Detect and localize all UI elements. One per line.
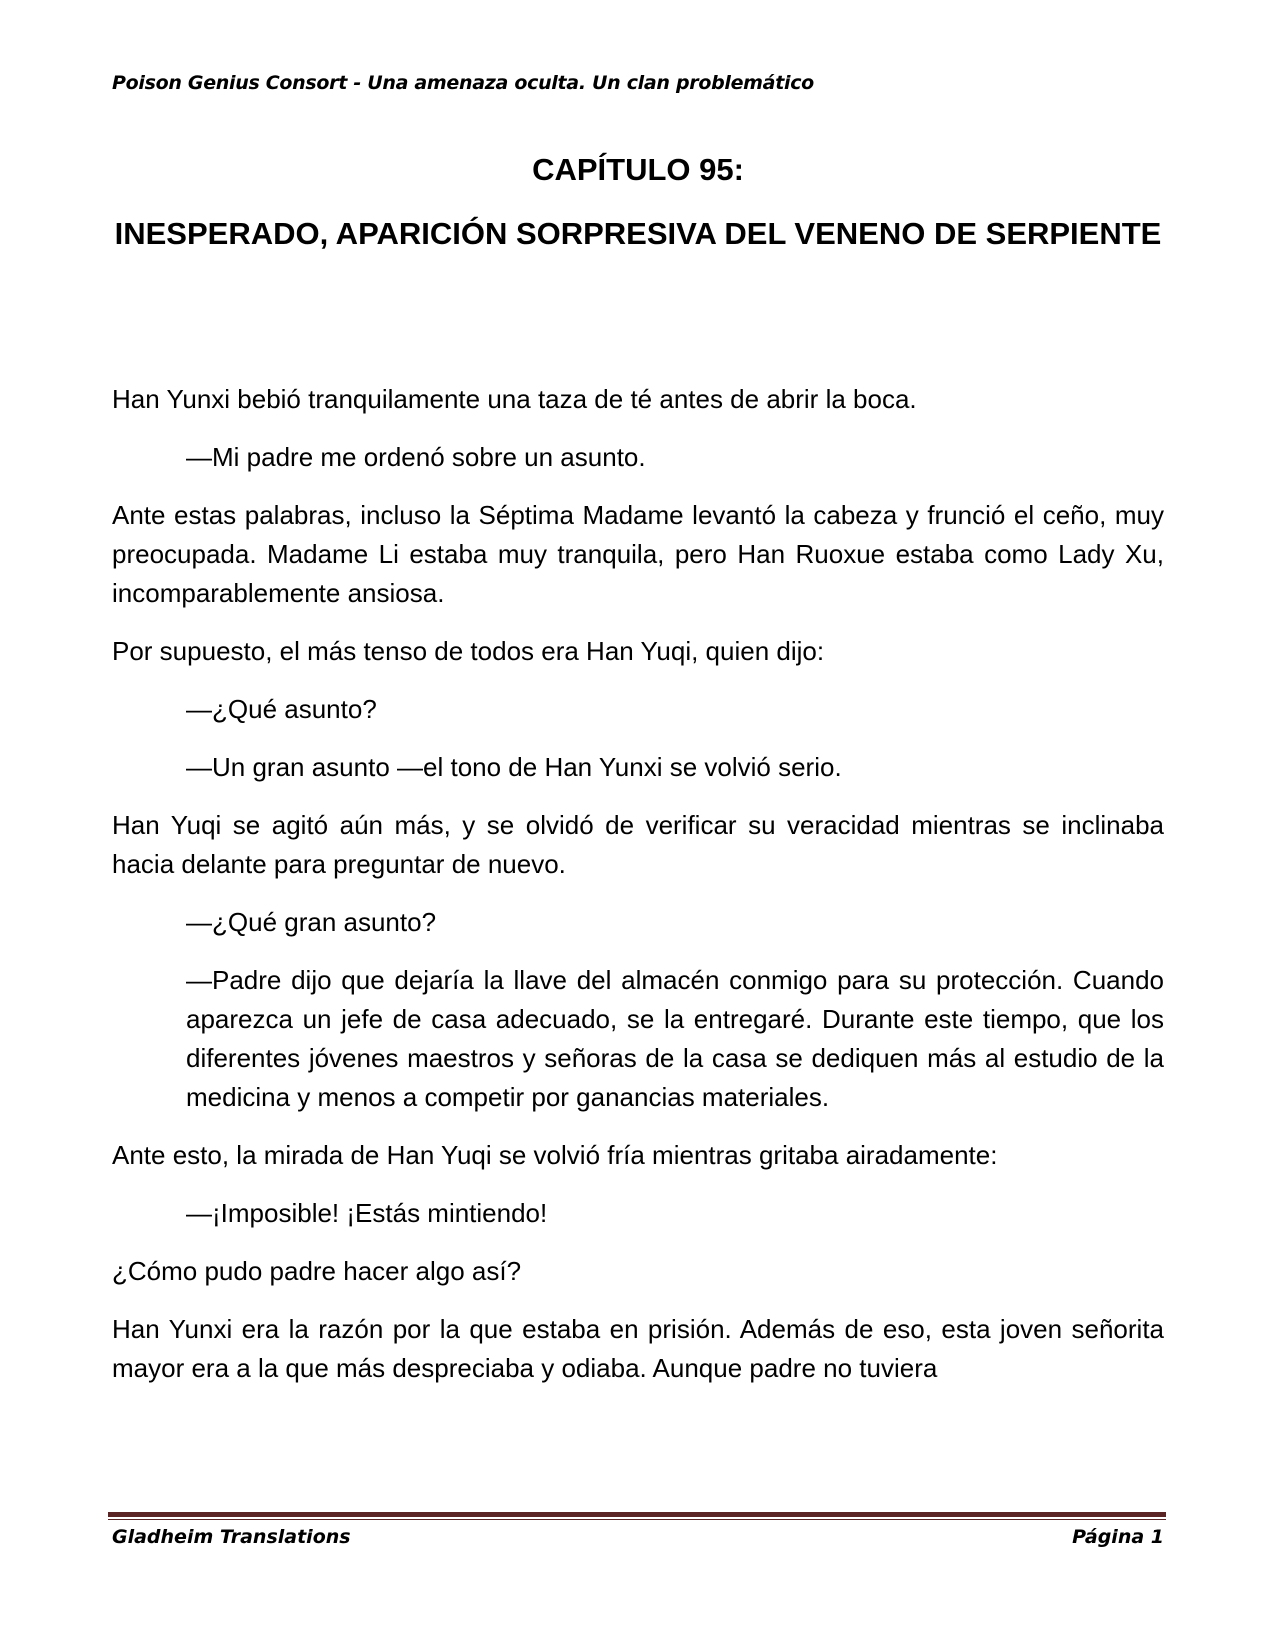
dialogue-line: —Padre dijo que dejaría la llave del almacén conmigo para su protección. Cuando aparezca un jefe de casa adecuado, se la entregaré. Durante este tiempo, que los diferentes jóvenes maestros y señoras de la casa se dediquen más al estudio de la medicina y menos a competir por ganancias materiales. — [186, 965, 1164, 1112]
paragraph: Han Yunxi bebió tranquilamente una taza de té antes de abrir la boca. — [112, 384, 917, 414]
dialogue-line: —Mi padre me ordenó sobre un asunto. — [186, 442, 646, 472]
paragraph: Han Yunxi era la razón por la que estaba en prisión. Además de eso, esta joven señorita mayor era a la que más despreciaba y odiaba. Aunque padre no tuviera — [112, 1314, 1164, 1383]
dialogue-line: —¡Imposible! ¡Estás mintiendo! — [186, 1198, 548, 1228]
footer-divider-thin — [108, 1519, 1166, 1520]
paragraph: Por supuesto, el más tenso de todos era Han Yuqi, quien dijo: — [112, 636, 825, 666]
dialogue-line: —¿Qué asunto? — [186, 694, 377, 724]
page-footer — [112, 1526, 1164, 1548]
chapter-heading — [112, 148, 1164, 256]
running-header: Poison Genius Consort - Una amenaza oculta. Un clan problemático — [112, 72, 814, 94]
chapter-number: CAPÍTULO 95: — [532, 152, 744, 187]
paragraph: ¿Cómo pudo padre hacer algo así? — [112, 1256, 522, 1286]
chapter-body — [112, 380, 1164, 1407]
paragraph: Ante esto, la mirada de Han Yuqi se volvió fría mientras gritaba airadamente: — [112, 1140, 998, 1170]
dialogue-line: —¿Qué gran asunto? — [186, 907, 437, 937]
footer-publisher: Gladheim Translations — [112, 1526, 351, 1548]
chapter-title: INESPERADO, APARICIÓN SORPRESIVA DEL VENENO DE SERPIENTE — [114, 216, 1162, 251]
footer-page-number: Página 1 — [1072, 1526, 1164, 1548]
paragraph: Han Yuqi se agitó aún más, y se olvidó de verificar su veracidad mientras se inclinaba hacia delante para preguntar de nuevo. — [112, 810, 1164, 879]
footer-divider — [108, 1512, 1166, 1520]
dialogue-line: —Un gran asunto —el tono de Han Yunxi se volvió serio. — [186, 752, 842, 782]
paragraph: Ante estas palabras, incluso la Séptima Madame levantó la cabeza y frunció el ceño, muy preocupada. Madame Li estaba muy tranquila, pero Han Ruoxue estaba como Lady Xu, incomparablemente ansiosa. — [112, 500, 1164, 608]
